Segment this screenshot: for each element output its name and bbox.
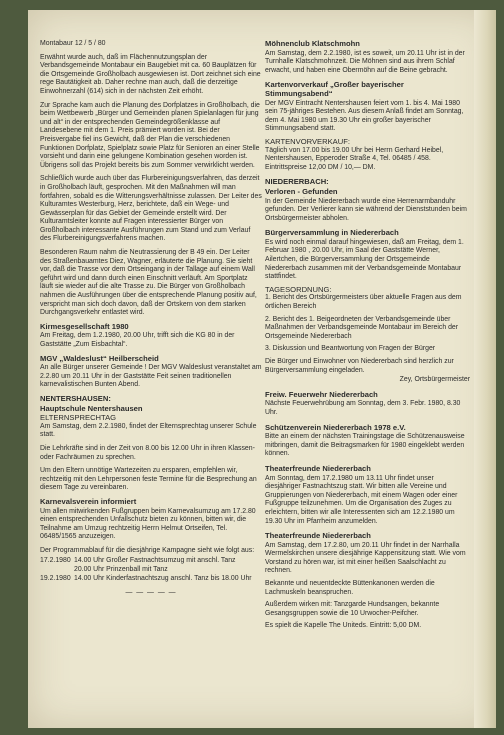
notice-text: Es spielt die Kapelle The Uniteds. Eintritt: 5,00 DM. [265,622,422,630]
subheading-kartenvorverkauf: KARTENVORVERKAUF: [265,136,350,146]
heading-kartenvorverkauf: Kartenvorverkauf „Großer bayerischer Stimmungsabend“ [265,80,404,98]
notice-text: In der Gemeinde Niedererbach wurde eine Herrenarmbanduhr gefunden. Der Verlierer kann sie während der Dienststunden beim Ortsbürgermeister abholen. [265,197,467,222]
program-date: 17.2.1980 [40,557,71,565]
program-event: 14.00 Uhr Großer Fastnachtsumzug mit anschl. Tanz [74,557,236,565]
notice-text: Um allen mitwirkenden Fußgruppen beim Karnevalsumzug am 17.2.80 einen entsprechenden Unfallschutz bieten zu können, bitten wir, die Teilnahme am Umzug rechtzeitig Herrn Helmut Ortseifen, Tel. 06485/1565 anzuzeigen. [40,507,256,541]
agenda-item: 1. Bericht des Ortsbürgermeisters über aktuelle Fragen aus dem örtlichen Bereich [265,294,462,311]
notice-text: Außerdem wirken mit: Tanzgarde Hundsangen, bekannte Gesangsgruppen sowie die 10 Urwocher-Peifcher. [265,601,440,617]
notice-text: Es wird noch einmal darauf hingewiesen, daß am Freitag, dem 1. Februar 1980 , 20.00 Uhr, im Saal der Gaststätte Werner, Ailertchen, die Bürgerversammlung der Ortsgemeinde Niedererbach zusammen mit der Verbandsgemeinde Montabaur stattfindet. [265,238,464,281]
heading-nentershausen: NENTERSHAUSEN: [40,393,111,403]
program-event: 14.00 Uhr Kinderfastnachtszug anschl. Tanz bis 18.00 Uhr [74,574,252,582]
article-paragraph: Besonderen Raum nahm die Neutrassierung der B 49 ein. Der Leiter des Straßenbauamtes Diez, Wagner, erläuterte die Planung. Sie sieht vor, daß die Trasse vor dem Ortseingang in der Tallage auf einem Wall geführt wird und dann durch einen Einschnitt verläuft. Am Sportplatz läuft sie wieder auf die alte Trasse zu. Die Bürger von Großholbach nahmen die Ausführungen über die entsprechende Planung positiv auf, verspricht man sich doch davon, daß der Ortskern von dem starken Durchgangsverkehr entlastet wird. [40,249,257,317]
page-edge [474,10,496,728]
agenda-list [265,294,470,354]
article-paragraph: Erwähnt wurde auch, daß im Flächennutzungsplan der Verbandsgemeinde Montabaur ein Baugebiet mit ca. 60 Bauplätzen für die Ortsgemeinde Großholbach ausgewiesen ist. Dort zeichnet sich eine rege Bautätigkeit ab. Daher rechne man auch, daß die derzeitige Einwohnerzahl (614) sich in der nächsten Zeit erhöht. [40,53,261,95]
notice-text: Am Samstag, dem 17.2.80, um 20.11 Uhr findet in der Narrhalla Wermelskirchen unsere diesjährige Kappensitzung statt. Wie vom Vorstand zu hören war, ist mit einer heißen Saalschlacht zu rechnen. [265,541,466,575]
article-paragraph: Zur Sprache kam auch die Planung des Dorfplatzes in Großholbach, die beim Wettbewerb „Bürger und Gemeinden planen Spielanlagen für jung und alt“ in der entsprechenden Gemeindegrößenklasse auf Landesebene mit dem 1. Preis prämiert worden ist. Bei der Preisvergabe fiel ins Gewicht, daß der Plan die verschiedenen Funktionen Dorfplatz, Spielplatz sowie Platz für Senioren an einer Stelle vorsieht und darin eine gelungene Kombination gesehen worden ist. Übrigens soll das Projekt bereits bis zum Sommer verwirklicht werden. [40,101,260,169]
agenda-item: 2. Bericht des 1. Beigeordneten der Verbandsgemeinde über Maßnahmen der Verbandsgemeinde Montabaur im Bereich der Ortsgemeinde Niedererbach [265,315,459,340]
notice-text: An alle Bürger unserer Gemeinde ! Der MGV Waldeslust veranstaltet am 2.2.80 um 20.11 Uhr in der Gaststätte Feit seinen traditionellen karnevalistischen Bunten Abend. [40,364,262,389]
heading-hauptschule: Hauptschule Nentershausen [40,403,143,413]
program-table [40,557,262,583]
issue-date: Montabaur 12 / 5 / 80 [40,40,106,47]
heading-theaterfreunde: Theaterfreunde Niedererbach [265,531,371,541]
notice-text: Der Programmablauf für die diesjährige Kampagne sieht wie folgt aus: [40,546,255,554]
notice-text: Am Freitag, dem 1.2.1980, 20.00 Uhr, trifft sich die KG 80 in der Gaststätte „Zum Eisbachtal“. [40,332,235,348]
program-event: 20.00 Uhr Prinzenball mit Tanz [74,566,168,574]
subheading-tagesordnung: TAGESORDNUNG: [265,284,332,294]
heading-feuerwehr: Freiw. Feuerwehr Niedererbach [265,389,378,399]
left-column [40,40,262,598]
right-column [265,40,470,635]
heading-verloren: Verloren - Gefunden [265,186,338,196]
heading-niedererbach: NIEDERERBACH: [265,177,329,187]
notice-text: Die Lehrkräfte sind in der Zeit von 8.00 bis 12.00 Uhr in ihren Klassen- oder Fachräumen zu sprechen. [40,444,255,461]
notice-text: Bekannte und neuentdeckte Büttenkanonen werden die Lachmuskeln beanspruchen. [265,580,435,596]
notice-text: Um den Eltern unnötige Wartezeiten zu ersparen, empfehlen wir, rechtzeitig mit den Lehrpersonen feste Termine für die Besprechung an diesem Tage zu vereinbaren. [40,467,257,492]
notice-text: Die Bürger und Einwohner von Niedererbach sind herzlich zur Bürgerversammlung eingeladen. [265,358,454,374]
heading-karneval: Karnevalsverein informiert [40,496,137,506]
notice-text: Täglich von 17.00 bis 19.00 Uhr bei Herrn Gerhard Heibel, Nentershausen, Epperoder Straße 4, Tel. 06485 / 458. Eintrittspreise 12,00 DM / 10,— DM. [265,146,444,171]
heading-kirmes: Kirmesgesellschaft 1980 [40,321,129,331]
agenda-item: 3. Diskussion und Beantwortung von Fragen der Bürger [265,345,436,353]
heading-buergerversammlung: Bürgerversammlung in Niedererbach [265,228,399,238]
newspaper-page [28,10,496,728]
program-date [40,566,74,575]
notice-text: Bitte an einem der nächsten Trainingstage die Schützenausweise mitbringen, damit die Beitragsmarken für 1980 eingeklebt werden können. [265,433,465,458]
article-paragraph: Schließlich wurde auch über das Flurbereinigungsverfahren, das derzeit in Großholbach läuft, gesprochen. Mit den Maßnahmen will man fortfahren, sobald es die Witterungsverhältnisse zulassen. Der Leiter des Kulturamtes Westerburg, Herz, berichtete, daß ein Wege- und Gewässerplan für das Gebiet der Gemeinde erstellt wird. Der Kulturamtsleiter konnte auf Fragen interessierter Bürger von Großholbach interessante Ausführungen zum Stand und zum Verlauf des Flurbereinigungsverfahrens machen. [40,175,262,243]
notice-text: Nächste Feuerwehrübung am Sonntag, dem 3. Febr. 1980, 8.30 Uhr. [265,400,461,416]
heading-theaterfreunde: Theaterfreunde Niedererbach [265,463,371,473]
program-date: 19.2.1980 [40,574,71,582]
heading-schuetzenverein: Schützenverein Niedererbach 1978 e.V. [265,422,406,432]
section-divider: — — — — — [125,589,177,597]
heading-moehnenclub: Möhnenclub Klatschmohn [265,39,360,48]
notice-text: Am Samstag, dem 2.2.1980, ist es soweit, um 20.11 Uhr ist in der Turnhalle Klatschmohnzeit. Die Möhnen sind aus ihrem Schlaf erwacht, und haben eine Obermöhn auf die Beine gebracht. [265,49,465,74]
notice-text: Der MGV Eintracht Nentershausen feiert vom 1. bis 4. Mai 1980 sein 75-jähriges Bestehen. Aus diesem Anlaß findet am Sonntag, dem 4. Mai 1980 um 19.30 Uhr ein großer bayerischer Stimmungsabend statt. [265,99,464,133]
notice-text: Am Sonntag, dem 17.2.1980 um 13.11 Uhr findet unser diesjähriger Fastnachtszug statt. Wir bitten alle Vereine und Gruppierungen von Niedererbach, mit einem Wagen oder einer Fußgruppe teilzunehmen. Um die Organisation des Zuges zu erleichtern, bitten wir alle Interessenten sich am 12.2.1980 um 19.30 Uhr im Pfarrheim anzumelden. [265,474,458,525]
notice-text: Am Samstag, dem 2.2.1980, findet der Elternsprechtag unserer Schule statt. [40,422,257,439]
heading-mgv: MGV „Waldeslust“ Heilberscheid [40,353,159,363]
subheading-elternsprechtag: ELTERNSPRECHTAG [40,413,117,423]
signature: Zey, Ortsbürgermeister [399,376,470,384]
